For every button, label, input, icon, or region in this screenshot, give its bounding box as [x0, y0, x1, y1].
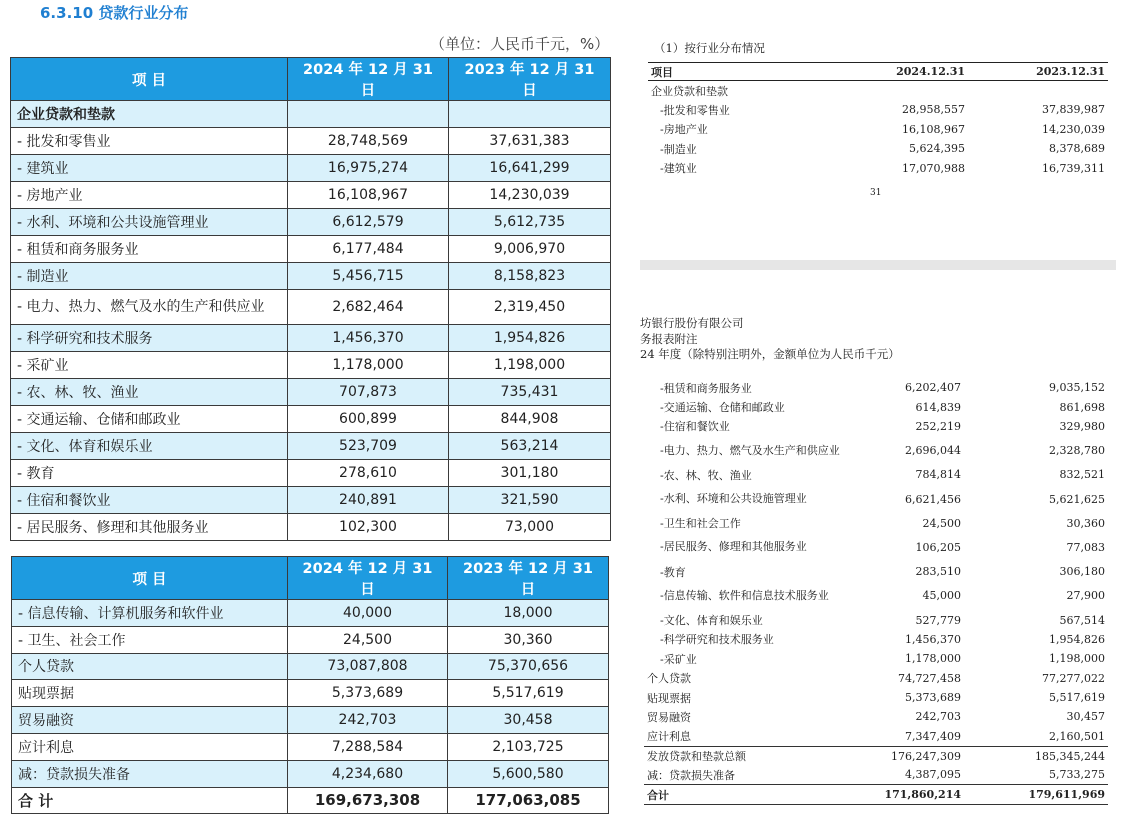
report-header-company: 坊银行股份有限公司	[640, 316, 744, 330]
row-label: 发放贷款和垫款总额	[644, 746, 844, 765]
value-2024: 784,814	[915, 468, 961, 482]
header-2024: 2024 年 12 月 31 日	[288, 58, 449, 101]
row-label: -科学研究和技术服务业	[660, 633, 774, 647]
value-2023: 9,006,970	[449, 236, 611, 263]
value-2024: 17,070,988	[902, 161, 965, 175]
header-item: 项 目	[11, 58, 288, 101]
row-label: 应计利息	[647, 730, 691, 744]
value-2024: 2,682,464	[288, 290, 449, 325]
row-label: 合 计	[12, 787, 288, 814]
header-2023: 2023 年 12 月 31 日	[449, 58, 611, 101]
excerpt-caption: （1）按行业分布情况	[654, 41, 765, 55]
table-row	[644, 465, 1108, 484]
row-label: -建筑业	[660, 162, 697, 176]
table-row	[648, 159, 1108, 179]
row-label: 减：贷款损失准备	[647, 768, 735, 782]
value-2024: 242,703	[288, 707, 448, 734]
loan-industry-table-2	[11, 556, 609, 814]
value-2023: 1,954,826	[1049, 632, 1105, 646]
table-row	[11, 263, 611, 290]
row-label: -交通运输、仓储和邮政业	[660, 401, 785, 415]
value-2024: 7,288,584	[288, 733, 448, 760]
value-2023: 8,158,823	[449, 263, 611, 290]
value-2024: 4,234,680	[288, 760, 448, 787]
table-row	[12, 707, 609, 734]
annual-report-excerpt-top	[642, 36, 1108, 206]
value-2023: 16,739,311	[1042, 161, 1105, 175]
value-2023: 2,328,780	[1049, 444, 1105, 458]
value-2024: 6,202,407	[905, 381, 961, 395]
table-row	[648, 100, 1108, 120]
row-label: - 信息传输、计算机服务和软件业	[12, 600, 288, 627]
row-label: -住宿和餐饮业	[660, 420, 730, 434]
value-2024: 6,612,579	[288, 209, 449, 236]
row-label: - 租赁和商务服务业	[11, 236, 288, 263]
row-label: - 批发和零售业	[11, 128, 288, 155]
value-2024: 4,387,095	[905, 768, 961, 782]
table-row	[644, 630, 1108, 649]
value-2023: 179,611,969	[964, 785, 1108, 804]
report-header	[640, 316, 900, 363]
value-2024: 6,621,456	[905, 492, 961, 506]
value-2023: 2,160,501	[1049, 729, 1105, 743]
table-row	[11, 406, 611, 433]
value-2023: 77,277,022	[1042, 671, 1105, 685]
table-row	[648, 120, 1108, 140]
table-row	[644, 649, 1108, 668]
table-row	[12, 626, 609, 653]
value-2024: 106,205	[915, 540, 961, 554]
table-row	[644, 669, 1108, 688]
value-2023: 844,908	[449, 406, 611, 433]
value-2023: 77,083	[1066, 540, 1105, 554]
value-2023: 735,431	[449, 379, 611, 406]
value-2023: 1,198,000	[1049, 652, 1105, 666]
row-label: - 教育	[11, 460, 288, 487]
table-row	[644, 707, 1108, 726]
header-item: 项 目	[12, 557, 288, 600]
row-label: - 卫生、社会工作	[12, 626, 288, 653]
table-row	[644, 436, 1108, 465]
table-row	[12, 600, 609, 627]
value-2023: 30,360	[1066, 516, 1105, 530]
table-row	[11, 460, 611, 487]
row-label: 贸易融资	[12, 707, 288, 734]
excerpt-table-top	[648, 62, 1108, 178]
value-2024: 252,219	[915, 419, 961, 433]
table-row	[12, 653, 609, 680]
value-2023: 30,360	[448, 626, 609, 653]
value-2023: 861,698	[1059, 400, 1105, 414]
row-label: - 文化、体育和娱乐业	[11, 433, 288, 460]
value-2023: 75,370,656	[448, 653, 609, 680]
table-row	[644, 533, 1108, 562]
header-2024: 2024.12.31	[848, 63, 968, 81]
value-2023: 1,954,826	[449, 325, 611, 352]
value-2024: 614,839	[915, 400, 961, 414]
row-label: 合计	[644, 785, 844, 804]
table-row	[11, 155, 611, 182]
table-row	[644, 746, 1108, 765]
value-2024: 24,500	[288, 626, 448, 653]
table-row	[12, 760, 609, 787]
value-2024: 24,500	[922, 516, 961, 530]
row-label: -水利、环境和公共设施管理业	[660, 492, 807, 506]
value-2024: 5,624,395	[909, 142, 965, 156]
table-row	[644, 610, 1108, 629]
table-row	[644, 417, 1108, 436]
table-row	[11, 209, 611, 236]
row-label: - 农、林、牧、渔业	[11, 379, 288, 406]
excerpt-table-bottom	[644, 378, 1108, 805]
row-label: - 建筑业	[11, 155, 288, 182]
row-label: -农、林、牧、渔业	[660, 468, 752, 482]
row-label: -批发和零售业	[660, 103, 730, 117]
value-2024: 16,975,274	[288, 155, 449, 182]
row-label: - 电力、热力、燃气及水的生产和供应业	[11, 290, 288, 325]
table-row	[12, 733, 609, 760]
row-label: -信息传输、软件和信息技术服务业	[660, 588, 829, 602]
value-2023: 73,000	[449, 514, 611, 541]
value-2024: 102,300	[288, 514, 449, 541]
value-2024: 5,456,715	[288, 263, 449, 290]
value-2023: 5,612,735	[449, 209, 611, 236]
value-2023: 5,733,275	[1049, 768, 1105, 782]
row-label: 贴现票据	[647, 691, 691, 705]
table-row	[12, 787, 609, 814]
row-label: 应计利息	[12, 733, 288, 760]
value-2023: 14,230,039	[1042, 122, 1105, 136]
value-2023: 5,600,580	[448, 760, 609, 787]
value-2024	[848, 81, 968, 101]
row-label: 减：贷款损失准备	[12, 760, 288, 787]
table-row	[11, 514, 611, 541]
value-2023: 8,378,689	[1049, 142, 1105, 156]
row-label: 个人贷款	[647, 672, 691, 686]
value-2024: 1,456,370	[905, 632, 961, 646]
table-row	[12, 680, 609, 707]
page-separator	[640, 260, 1116, 270]
value-2024: 242,703	[915, 710, 961, 724]
value-2023: 2,319,450	[449, 290, 611, 325]
table-row	[644, 581, 1108, 610]
value-2024: 176,247,309	[844, 746, 964, 765]
row-label: - 采矿业	[11, 352, 288, 379]
row-label: -居民服务、修理和其他服务业	[660, 540, 807, 554]
table-row	[11, 290, 611, 325]
value-2023: 30,457	[1066, 710, 1105, 724]
value-2024: 74,727,458	[898, 671, 961, 685]
table-row	[11, 379, 611, 406]
value-2024: 40,000	[288, 600, 448, 627]
row-label: 贴现票据	[12, 680, 288, 707]
value-2023	[968, 81, 1108, 101]
table-row	[11, 487, 611, 514]
value-2023: 37,631,383	[449, 128, 611, 155]
page-number: 31	[870, 188, 882, 198]
table-row	[11, 182, 611, 209]
value-2023: 37,839,987	[1042, 103, 1105, 117]
value-2023: 5,621,625	[1049, 492, 1105, 506]
header-2023: 2023 年 12 月 31 日	[448, 557, 609, 600]
value-2024: 5,373,689	[288, 680, 448, 707]
value-2023	[449, 101, 611, 128]
unit-note: （单位：人民币千元，%）	[430, 35, 610, 53]
value-2023: 18,000	[448, 600, 609, 627]
loan-industry-table-1	[10, 57, 611, 541]
table-row	[644, 688, 1108, 707]
value-2024: 283,510	[915, 565, 961, 579]
header-2023: 2023.12.31	[968, 63, 1108, 81]
value-2023: 185,345,244	[964, 746, 1108, 765]
row-label: - 制造业	[11, 263, 288, 290]
value-2024: 707,873	[288, 379, 449, 406]
row-label: -教育	[660, 565, 686, 579]
row-label: 企业贷款和垫款	[11, 101, 288, 128]
value-2024: 1,178,000	[288, 352, 449, 379]
table-row	[644, 562, 1108, 581]
row-label: -制造业	[660, 142, 697, 156]
value-2023: 1,198,000	[449, 352, 611, 379]
table-row	[644, 727, 1108, 746]
value-2023: 5,517,619	[448, 680, 609, 707]
value-2024: 28,958,557	[902, 103, 965, 117]
value-2023: 567,514	[1059, 613, 1105, 627]
table-row	[644, 514, 1108, 533]
table-row	[644, 485, 1108, 514]
value-2023: 9,035,152	[1049, 381, 1105, 395]
value-2023: 832,521	[1059, 468, 1105, 482]
row-label: 贸易融资	[647, 710, 691, 724]
header-item: 项目	[648, 63, 848, 81]
value-2024: 171,860,214	[844, 785, 964, 804]
value-2024: 16,108,967	[288, 182, 449, 209]
value-2023: 30,458	[448, 707, 609, 734]
row-label: -电力、热力、燃气及水生产和供应业	[660, 443, 840, 457]
value-2024: 73,087,808	[288, 653, 448, 680]
value-2023: 329,980	[1059, 419, 1105, 433]
table-row	[11, 433, 611, 460]
value-2023: 177,063,085	[448, 787, 609, 814]
row-label: -文化、体育和娱乐业	[660, 614, 763, 628]
header-2024: 2024 年 12 月 31 日	[288, 557, 448, 600]
value-2024: 1,178,000	[905, 652, 961, 666]
value-2024: 16,108,967	[902, 122, 965, 136]
table-row	[11, 236, 611, 263]
value-2023: 27,900	[1066, 589, 1105, 603]
value-2024: 278,610	[288, 460, 449, 487]
section-title: 6.3.10 贷款行业分布	[40, 4, 189, 22]
report-header-period: 24 年度（除特别注明外，金额单位为人民币千元）	[640, 347, 900, 361]
table-row	[648, 81, 1108, 101]
row-label: -卫生和社会工作	[660, 517, 741, 531]
row-label: -房地产业	[660, 123, 708, 137]
table-row	[11, 101, 611, 128]
row-label: - 住宿和餐饮业	[11, 487, 288, 514]
row-label: - 交通运输、仓储和邮政业	[11, 406, 288, 433]
value-2023: 301,180	[449, 460, 611, 487]
table-header-row	[648, 63, 1108, 81]
row-label: -采矿业	[660, 652, 697, 666]
value-2024: 523,709	[288, 433, 449, 460]
value-2023: 2,103,725	[448, 733, 609, 760]
table-row	[648, 139, 1108, 159]
value-2024	[288, 101, 449, 128]
value-2024: 2,696,044	[905, 444, 961, 458]
value-2024: 7,347,409	[905, 729, 961, 743]
row-label: 个人贷款	[12, 653, 288, 680]
table-row	[11, 352, 611, 379]
value-2024: 5,373,689	[905, 691, 961, 705]
row-label: - 居民服务、修理和其他服务业	[11, 514, 288, 541]
value-2023: 306,180	[1059, 565, 1105, 579]
value-2023: 5,517,619	[1049, 691, 1105, 705]
row-label: - 房地产业	[11, 182, 288, 209]
table-row	[644, 765, 1108, 784]
row-label: - 水利、环境和公共设施管理业	[11, 209, 288, 236]
table-row	[11, 325, 611, 352]
table-row	[11, 128, 611, 155]
value-2024: 6,177,484	[288, 236, 449, 263]
value-2024: 527,779	[915, 613, 961, 627]
report-header-notes: 务报表附注	[640, 331, 698, 346]
value-2023: 14,230,039	[449, 182, 611, 209]
value-2024: 169,673,308	[288, 787, 448, 814]
table-row	[644, 785, 1108, 804]
value-2024: 1,456,370	[288, 325, 449, 352]
value-2024: 45,000	[922, 589, 961, 603]
table-row	[644, 397, 1108, 416]
value-2024: 600,899	[288, 406, 449, 433]
value-2024: 28,748,569	[288, 128, 449, 155]
row-label: 企业贷款和垫款	[651, 84, 728, 98]
row-label: -租赁和商务服务业	[660, 381, 752, 395]
value-2024: 240,891	[288, 487, 449, 514]
table-row	[644, 378, 1108, 397]
value-2023: 563,214	[449, 433, 611, 460]
value-2023: 321,590	[449, 487, 611, 514]
value-2023: 16,641,299	[449, 155, 611, 182]
row-label: - 科学研究和技术服务	[11, 325, 288, 352]
